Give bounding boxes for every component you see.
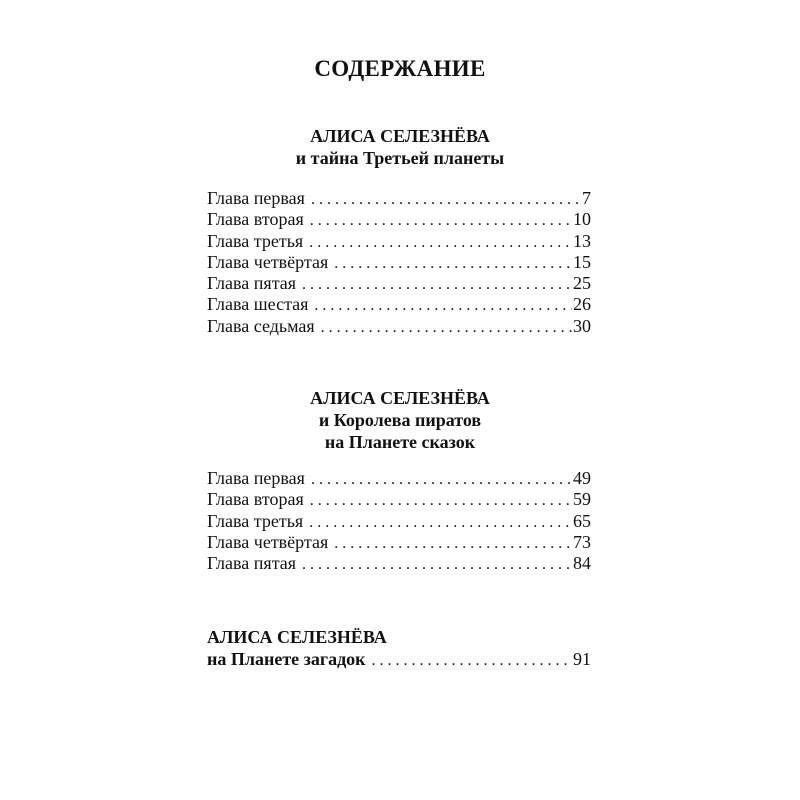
dot-leader	[302, 274, 572, 295]
toc-entry-page: 10	[573, 209, 591, 230]
toc-entry-page: 30	[573, 315, 591, 336]
toc-entry-page: 84	[573, 553, 591, 574]
toc-entry-page: 65	[573, 510, 591, 531]
section-2-subtitle: на Планете сказок	[324, 432, 476, 452]
section-2-toc	[207, 468, 591, 574]
toc-entry-label: Глава третья	[207, 230, 304, 251]
toc-entry-page: 7	[582, 188, 591, 208]
section-2-title: АЛИСА СЕЛЕЗНЁВА	[310, 388, 490, 408]
toc-entry-label: Глава пятая	[207, 553, 297, 574]
toc-entry-page: 26	[573, 294, 591, 315]
section-2-heading	[0, 387, 800, 453]
toc-entry[interactable]	[207, 648, 591, 670]
toc-entry-label: Глава четвёртая	[207, 251, 329, 272]
toc-entry[interactable]	[207, 316, 591, 337]
toc-entry-page: 25	[573, 273, 591, 294]
toc-entry[interactable]	[207, 553, 591, 574]
section-2-subtitle: и Королева пиратов	[318, 410, 482, 430]
dot-leader	[334, 253, 572, 274]
toc-entry-label: Глава шестая	[207, 294, 309, 315]
toc-entry-page: 49	[573, 468, 591, 488]
section-1-title: АЛИСА СЕЛЕЗНЁВА	[310, 126, 490, 146]
dot-leader	[311, 469, 572, 490]
section-3	[207, 626, 591, 670]
page-title: СОДЕРЖАНИЕ	[314, 56, 486, 81]
toc-entry[interactable]	[207, 294, 591, 315]
dot-leader	[334, 533, 572, 554]
dot-leader	[311, 189, 581, 210]
toc-entry-page: 13	[573, 230, 591, 251]
toc-entry[interactable]	[207, 188, 591, 209]
toc-entry-label: на Планете загадок	[207, 649, 366, 669]
toc-entry-label: Глава пятая	[207, 273, 297, 294]
toc-entry[interactable]	[207, 468, 591, 489]
toc-entry-page: 59	[573, 489, 591, 510]
dot-leader	[309, 232, 572, 253]
section-1-toc	[207, 188, 591, 337]
toc-entry[interactable]	[207, 231, 591, 252]
dot-leader	[310, 490, 572, 511]
section-1-subtitle: и тайна Третьей планеты	[295, 148, 505, 168]
section-3-title: АЛИСА СЕЛЕЗНЁВА	[207, 627, 387, 647]
toc-entry[interactable]	[207, 489, 591, 510]
dot-leader	[302, 554, 572, 575]
dot-leader	[372, 650, 572, 672]
toc-entry-label: Глава первая	[207, 468, 305, 488]
toc-entry[interactable]	[207, 209, 591, 230]
toc-entry-label: Глава третья	[207, 510, 304, 531]
toc-entry-label: Глава вторая	[207, 489, 304, 510]
dot-leader	[321, 317, 572, 338]
dot-leader	[314, 295, 572, 316]
dot-leader	[310, 210, 572, 231]
toc-entry-page: 15	[573, 251, 591, 272]
section-1-heading	[0, 125, 800, 169]
toc-entry-label: Глава седьмая	[207, 315, 315, 336]
toc-entry[interactable]	[207, 252, 591, 273]
toc-entry-label: Глава вторая	[207, 209, 304, 230]
toc-entry[interactable]	[207, 273, 591, 294]
dot-leader	[309, 512, 572, 533]
toc-entry-label: Глава первая	[207, 188, 305, 208]
toc-entry-label: Глава четвёртая	[207, 531, 329, 552]
toc-entry-page: 73	[573, 531, 591, 552]
toc-entry-page: 91	[573, 649, 591, 669]
toc-entry[interactable]	[207, 532, 591, 553]
toc-entry[interactable]	[207, 511, 591, 532]
